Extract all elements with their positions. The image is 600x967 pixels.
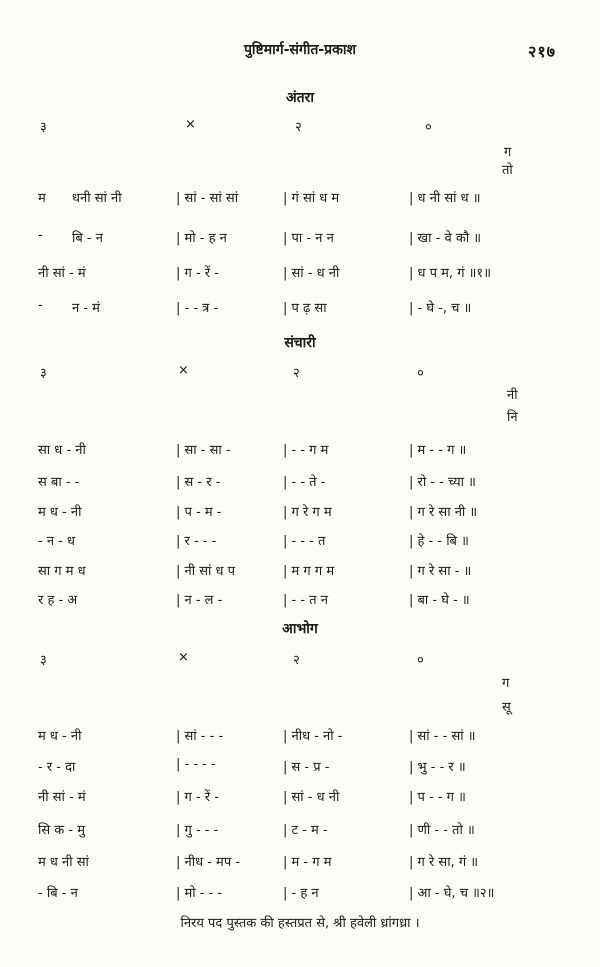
section-heading: आभोग: [282, 621, 318, 637]
notation-cell: | - घे -, च ॥: [409, 301, 472, 316]
notation-cell: सि क - मु: [38, 823, 86, 838]
notation-cell: | खा - वे कौ ॥: [409, 231, 482, 246]
notation-cell: | रो - - च्या ॥: [409, 475, 476, 490]
notation-cell: | स - प्र -: [283, 760, 330, 775]
beat-marker: ३: [40, 653, 47, 668]
notation-cell: | - - ग म: [283, 443, 329, 458]
notation-cell: | नी सां ध प: [176, 564, 236, 579]
notation-cell: स बा - -: [38, 475, 80, 490]
notation-cell: | ग रे सा नी ॥: [409, 505, 478, 520]
notation-cell: | बा - घे - ॥: [409, 593, 470, 608]
notation-cell: - र - दा: [38, 760, 76, 775]
beat-marker: २: [293, 366, 300, 381]
beat-marker: २: [293, 653, 300, 668]
annotation-note: सू: [502, 700, 511, 715]
notation-cell: नी सां - मं: [38, 266, 86, 281]
section-heading: अंतरा: [285, 90, 315, 106]
beat-marker: ०: [417, 653, 424, 668]
notation-cell: | ध प म, गं ॥१॥: [409, 266, 491, 281]
notation-cell: | मो - ह न: [176, 231, 227, 246]
notation-cell: | - - त्र -: [176, 301, 219, 316]
notation-cell: | नीध - मप -: [176, 855, 241, 870]
notation-cell: म ध - नी: [38, 729, 82, 744]
notation-cell: | नीध - नो -: [283, 729, 343, 744]
notation-cell: र ह - अ: [38, 593, 78, 608]
notation-cell: | सां - - सां ॥: [409, 729, 476, 744]
notation-cell: नी सां - मं: [38, 790, 86, 805]
notation-cell: म ध नी सां: [38, 855, 89, 870]
page-number: २१७: [528, 42, 556, 61]
beat-marker: ×: [185, 117, 196, 132]
notation-cell: -: [38, 298, 43, 313]
beat-marker: ०: [425, 120, 432, 135]
notation-cell: | ध नी सां ध ॥: [409, 191, 481, 206]
notation-cell: | आ - घे, च ॥२॥: [409, 886, 495, 901]
notation-cell: | ग - रें -: [176, 790, 219, 805]
footer-note: निरय पद पुस्तक की हस्तप्रत से, श्री हवेली ध्रांगध्रा ।: [180, 916, 420, 931]
notation-cell: बि - न: [72, 231, 103, 246]
notation-cell: | - - - -: [176, 757, 216, 772]
beat-marker: ३: [40, 366, 47, 381]
notation-cell: | प - म -: [176, 505, 222, 520]
notation-cell: | - - त न: [283, 593, 328, 608]
notation-cell: | सां - सां सां: [176, 191, 239, 206]
annotation-note: ग: [504, 145, 512, 160]
notation-cell: | गु - - -: [176, 823, 219, 838]
notation-cell: धनी सां नी: [72, 191, 122, 206]
beat-marker: २: [295, 120, 302, 135]
beat-marker: ०: [417, 366, 424, 381]
notation-cell: | गं सां ध म: [283, 191, 340, 206]
notation-cell: | - - - त: [283, 534, 326, 549]
annotation-note: तो: [502, 163, 513, 178]
notation-cell: - न - ध: [38, 534, 75, 549]
notation-cell: म ध - नी: [38, 505, 82, 520]
beat-marker: ×: [178, 650, 189, 665]
notation-cell: | स - र -: [176, 475, 221, 490]
notation-cell: सा ध - नी: [38, 443, 86, 458]
notation-cell: | म ग ग म: [283, 564, 335, 579]
notation-cell: म: [38, 191, 46, 206]
notation-cell: | - - ते -: [283, 475, 326, 490]
notation-cell: सा ग म ध: [38, 564, 86, 579]
notation-cell: | म - ग म: [283, 855, 332, 870]
notation-cell: | र - - -: [176, 534, 217, 549]
page-title: पुष्टिमार्ग-संगीत-प्रकाश: [243, 42, 357, 58]
notation-cell: | म - - ग ॥: [409, 443, 467, 458]
notation-cell: | सां - ध नी: [283, 790, 340, 805]
notation-cell: | ग रे ग म: [283, 505, 332, 520]
notation-cell: | सां - ध नी: [283, 266, 340, 281]
notation-cell: | प ढ़ सा: [283, 301, 327, 316]
notation-cell: | ग रे सा - ॥: [409, 564, 472, 579]
notation-cell: | न - ल -: [176, 593, 223, 608]
notation-cell: | ग - रें -: [176, 266, 219, 281]
notation-cell: | सां - - -: [176, 729, 224, 744]
notation-cell: | भु - - र ॥: [409, 760, 466, 775]
notation-cell: | ग रे सा, गं ॥: [409, 855, 479, 870]
notation-cell: न - मं: [72, 301, 100, 316]
notation-cell: | हे - - बि ॥: [409, 534, 469, 549]
annotation-note: ग: [502, 676, 510, 691]
annotation-note: नि: [507, 410, 518, 425]
notation-cell: | पा - न न: [283, 231, 334, 246]
notation-cell: | - ह न: [283, 886, 319, 901]
beat-marker: ३: [40, 120, 47, 135]
annotation-note: नी: [507, 388, 518, 403]
notation-cell: | ट - म -: [283, 823, 328, 838]
notation-cell: | प - - ग ॥: [409, 790, 466, 805]
notation-cell: | सा - सा -: [176, 443, 231, 458]
section-heading: संचारी: [284, 335, 316, 351]
beat-marker: ×: [178, 363, 189, 378]
notation-cell: | णी - - तो ॥: [409, 823, 475, 838]
notation-cell: | मो - - -: [176, 886, 223, 901]
notation-cell: - बि - न: [38, 886, 78, 901]
notation-cell: -: [38, 228, 43, 243]
